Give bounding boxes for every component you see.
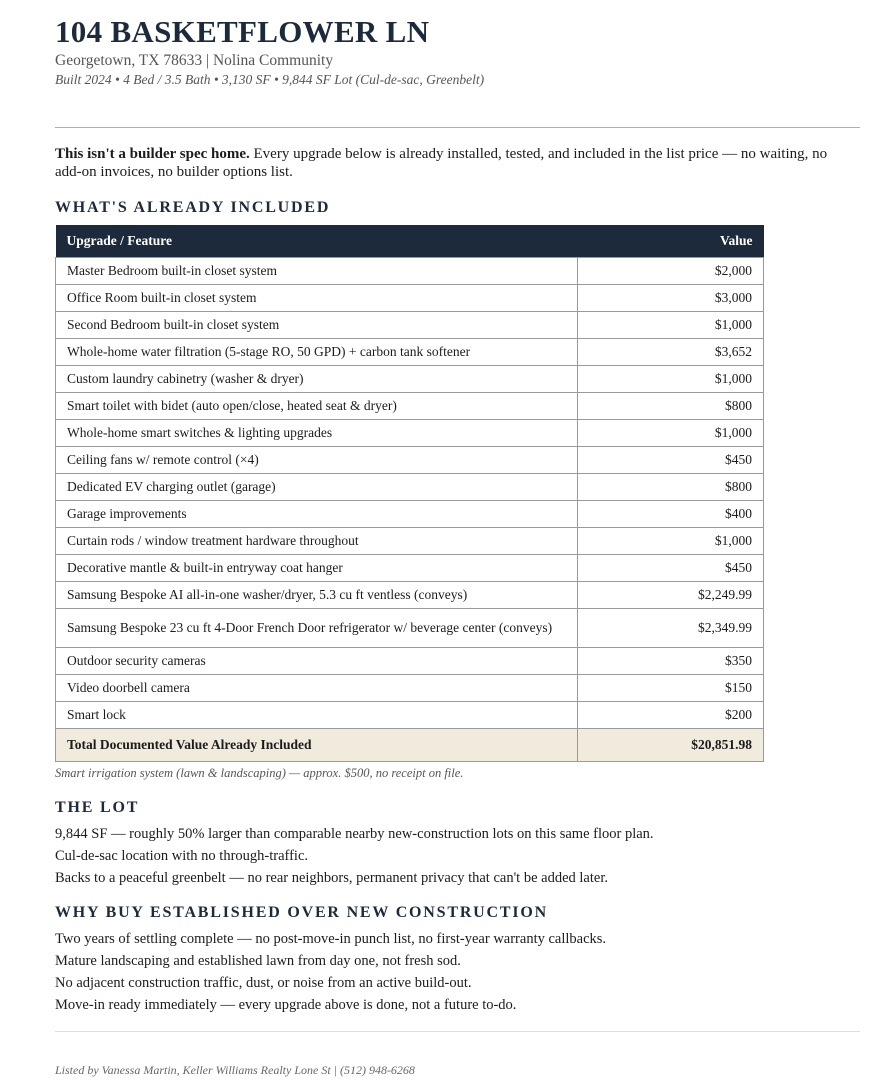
value-cell: $3,652 [578, 339, 764, 366]
col-feature-header: Upgrade / Feature [56, 225, 578, 258]
list-item: 9,844 SF — roughly 50% larger than comparable nearby new-construction lots on this same floor plan. [55, 826, 654, 842]
upgrades-table [55, 225, 764, 762]
property-facts: Built 2024 • 4 Bed / 3.5 Bath • 3,130 SF • 9,844 SF Lot (Cul-de-sac, Greenbelt) [55, 72, 485, 87]
table-row [56, 312, 764, 339]
why-heading: WHY BUY ESTABLISHED OVER NEW CONSTRUCTION [55, 904, 548, 921]
value-cell: $2,249.99 [578, 582, 764, 609]
table-row [56, 528, 764, 555]
lot-details [55, 823, 654, 889]
table-row [56, 339, 764, 366]
list-item: Backs to a peaceful greenbelt — no rear neighbors, permanent privacy that can't be added later. [55, 870, 608, 886]
table-row [56, 648, 764, 675]
feature-cell: Samsung Bespoke AI all-in-one washer/dryer, 5.3 cu ft ventless (conveys) [56, 582, 578, 609]
value-cell: $200 [578, 702, 764, 729]
feature-cell: Ceiling fans w/ remote control (×4) [56, 447, 578, 474]
table-row [56, 366, 764, 393]
listing-agent-footer: Listed by Vanessa Martin, Keller Williams Realty Lone St | (512) 948-6268 [55, 1063, 415, 1077]
list-item: No adjacent construction traffic, dust, or noise from an active build-out. [55, 975, 472, 991]
feature-cell: Video doorbell camera [56, 675, 578, 702]
value-cell: $450 [578, 447, 764, 474]
upgrades-table-body [56, 258, 764, 729]
feature-cell: Samsung Bespoke 23 cu ft 4-Door French Door refrigerator w/ beverage center (conveys) [56, 609, 578, 648]
table-row [56, 582, 764, 609]
table-row [56, 420, 764, 447]
value-cell: $450 [578, 555, 764, 582]
value-cell: $400 [578, 501, 764, 528]
why-details [55, 928, 606, 1016]
list-item: Two years of settling complete — no post-move-in punch list, no first-year warranty callbacks. [55, 931, 607, 947]
feature-cell: Whole-home smart switches & lighting upgrades [56, 420, 578, 447]
table-header-row [56, 225, 764, 258]
value-cell: $1,000 [578, 312, 764, 339]
feature-cell: Smart toilet with bidet (auto open/close, heated seat & dryer) [56, 393, 578, 420]
feature-cell: Custom laundry cabinetry (washer & dryer) [56, 366, 578, 393]
table-row [56, 609, 764, 648]
col-value-header: Value [578, 225, 764, 258]
feature-cell: Office Room built-in closet system [56, 285, 578, 312]
intro-rest: Every upgrade below is already installed, tested, and included in the list price — no waiting, no add-on invoices, no builder options list. [55, 146, 828, 180]
total-row [56, 729, 764, 762]
feature-cell: Smart lock [56, 702, 578, 729]
table-row [56, 258, 764, 285]
value-cell: $1,000 [578, 528, 764, 555]
table-row [56, 501, 764, 528]
lot-heading: THE LOT [55, 799, 140, 816]
value-cell: $1,000 [578, 420, 764, 447]
feature-cell: Outdoor security cameras [56, 648, 578, 675]
feature-cell: Dedicated EV charging outlet (garage) [56, 474, 578, 501]
feature-cell: Second Bedroom built-in closet system [56, 312, 578, 339]
table-row [56, 555, 764, 582]
list-item: Mature landscaping and established lawn from day one, not fresh sod. [55, 953, 461, 969]
table-row [56, 285, 764, 312]
value-cell: $350 [578, 648, 764, 675]
feature-cell: Master Bedroom built-in closet system [56, 258, 578, 285]
table-row [56, 447, 764, 474]
value-cell: $3,000 [578, 285, 764, 312]
table-row [56, 393, 764, 420]
feature-cell: Garage improvements [56, 501, 578, 528]
table-row [56, 474, 764, 501]
table-row [56, 675, 764, 702]
intro-lead: This isn't a builder spec home. [55, 146, 250, 162]
header-divider [55, 127, 860, 128]
intro-paragraph [55, 145, 845, 181]
value-cell: $2,349.99 [578, 609, 764, 648]
feature-cell: Curtain rods / window treatment hardware throughout [56, 528, 578, 555]
feature-cell: Whole-home water filtration (5-stage RO, 50 GPD) + carbon tank softener [56, 339, 578, 366]
footer-divider [55, 1031, 860, 1032]
list-item: Cul-de-sac location with no through-traffic. [55, 848, 309, 864]
included-heading: WHAT'S ALREADY INCLUDED [55, 199, 331, 216]
value-cell: $1,000 [578, 366, 764, 393]
value-cell: $150 [578, 675, 764, 702]
table-row [56, 702, 764, 729]
feature-cell: Decorative mantle & built-in entryway coat hanger [56, 555, 578, 582]
total-value: $20,851.98 [578, 729, 764, 762]
value-cell: $800 [578, 393, 764, 420]
property-address: 104 BASKETFLOWER LN [55, 14, 430, 49]
irrigation-note: Smart irrigation system (lawn & landscaping) — approx. $500, no receipt on file. [55, 766, 464, 780]
value-cell: $2,000 [578, 258, 764, 285]
value-cell: $800 [578, 474, 764, 501]
location-line: Georgetown, TX 78633 | Nolina Community [55, 52, 334, 69]
list-item: Move-in ready immediately — every upgrade above is done, not a future to-do. [55, 997, 517, 1013]
total-label: Total Documented Value Already Included [56, 729, 578, 762]
